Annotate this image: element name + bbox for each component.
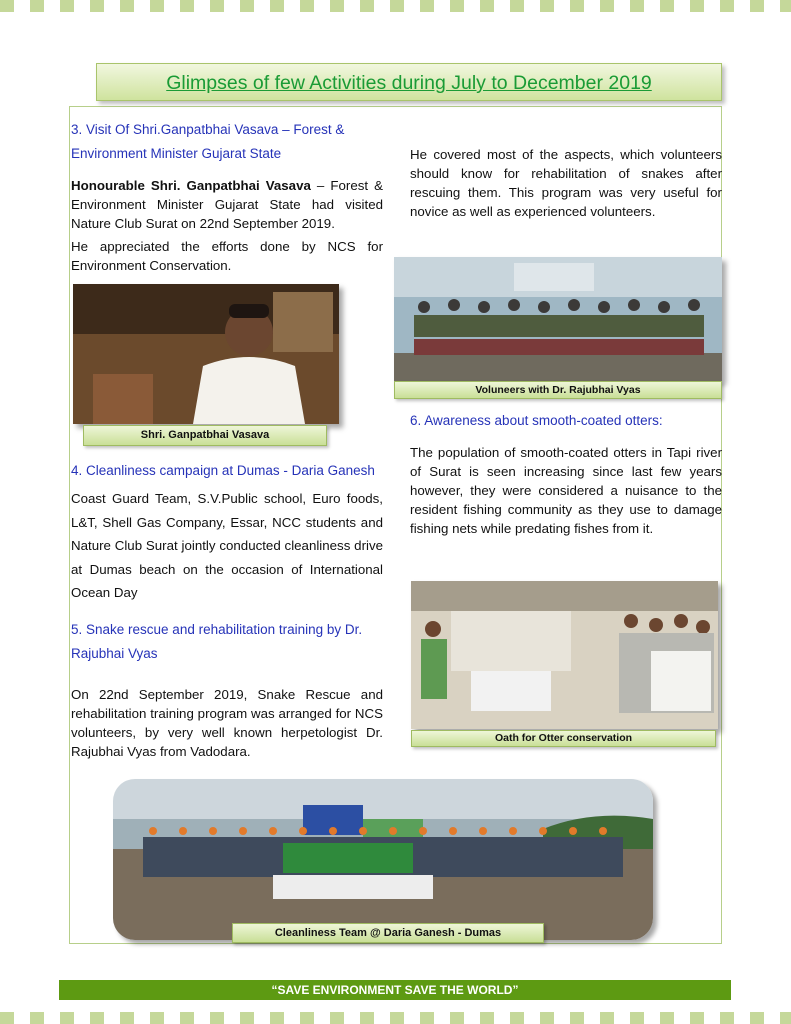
team-photo-caption: Cleanliness Team @ Daria Ganesh - Dumas (232, 923, 544, 943)
title-banner (96, 63, 722, 101)
visit-lead-name: Honourable Shri. Ganpatbhai Vasava (71, 178, 311, 193)
section-otters-heading: 6. Awareness about smooth-coated otters: (410, 413, 663, 428)
volunteers-group-photo (394, 257, 722, 381)
section-snake-body: On 22nd September 2019, Snake Rescue and rehabilitation training program was arranged for NCS volunteers, by very well known herpetologist Dr. Rajubhai Vyas from Vadodara. (71, 687, 383, 759)
volunteers-photo-caption: Voluneers with Dr. Rajubhai Vyas (394, 381, 722, 399)
section-visit-heading: 3. Visit Of Shri.Ganpatbhai Vasava – Forest & Environment Minister Gujarat State (71, 122, 345, 161)
minister-photo (73, 284, 339, 424)
section-visit-body (71, 176, 383, 233)
otter-oath-photo (411, 581, 718, 729)
minister-photo-caption: Shri. Ganpatbhai Vasava (83, 425, 327, 446)
cleanliness-team-photo (113, 779, 653, 940)
section-snake-heading: 5. Snake rescue and rehabilitation training by Dr. Rajubhai Vyas (71, 622, 363, 661)
top-dashed-border (0, 0, 791, 12)
section-cleanliness-body: Coast Guard Team, S.V.Public school, Euro foods, L&T, Shell Gas Company, Essar, NCC students and Nature Club Surat jointly conducted cleanliness drive at Dumas beach on the occasion of International Ocean Day (71, 491, 383, 600)
page-title: Glimpses of few Activities during July to December 2019 (166, 72, 652, 94)
visit-lead-text: – Forest & Environment Minister Gujarat State had visited Nature Club Surat on 22nd September 2019. (71, 178, 384, 231)
section-cleanliness-heading: 4. Cleanliness campaign at Dumas - Daria Ganesh (71, 463, 375, 478)
otter-photo-caption: Oath for Otter conservation (411, 730, 716, 747)
footer-slogan-bar: “SAVE ENVIRONMENT SAVE THE WORLD” (59, 980, 731, 1000)
bottom-dashed-border (0, 1012, 791, 1024)
section-snake-continued: He covered most of the aspects, which volunteers should know for rehabilitation of snakes after rescuing them. This program was very useful for novice as well as experienced volunteers. (410, 147, 722, 219)
section-visit-para2: He appreciated the efforts done by NCS for Environment Conservation. (71, 239, 383, 273)
section-otters-body: The population of smooth-coated otters in Tapi river of Surat is seen increasing since last few years however, they were considered a nuisance to the resident fishing community as they use to damage fishing nets while predating fishes from it. (410, 445, 722, 536)
